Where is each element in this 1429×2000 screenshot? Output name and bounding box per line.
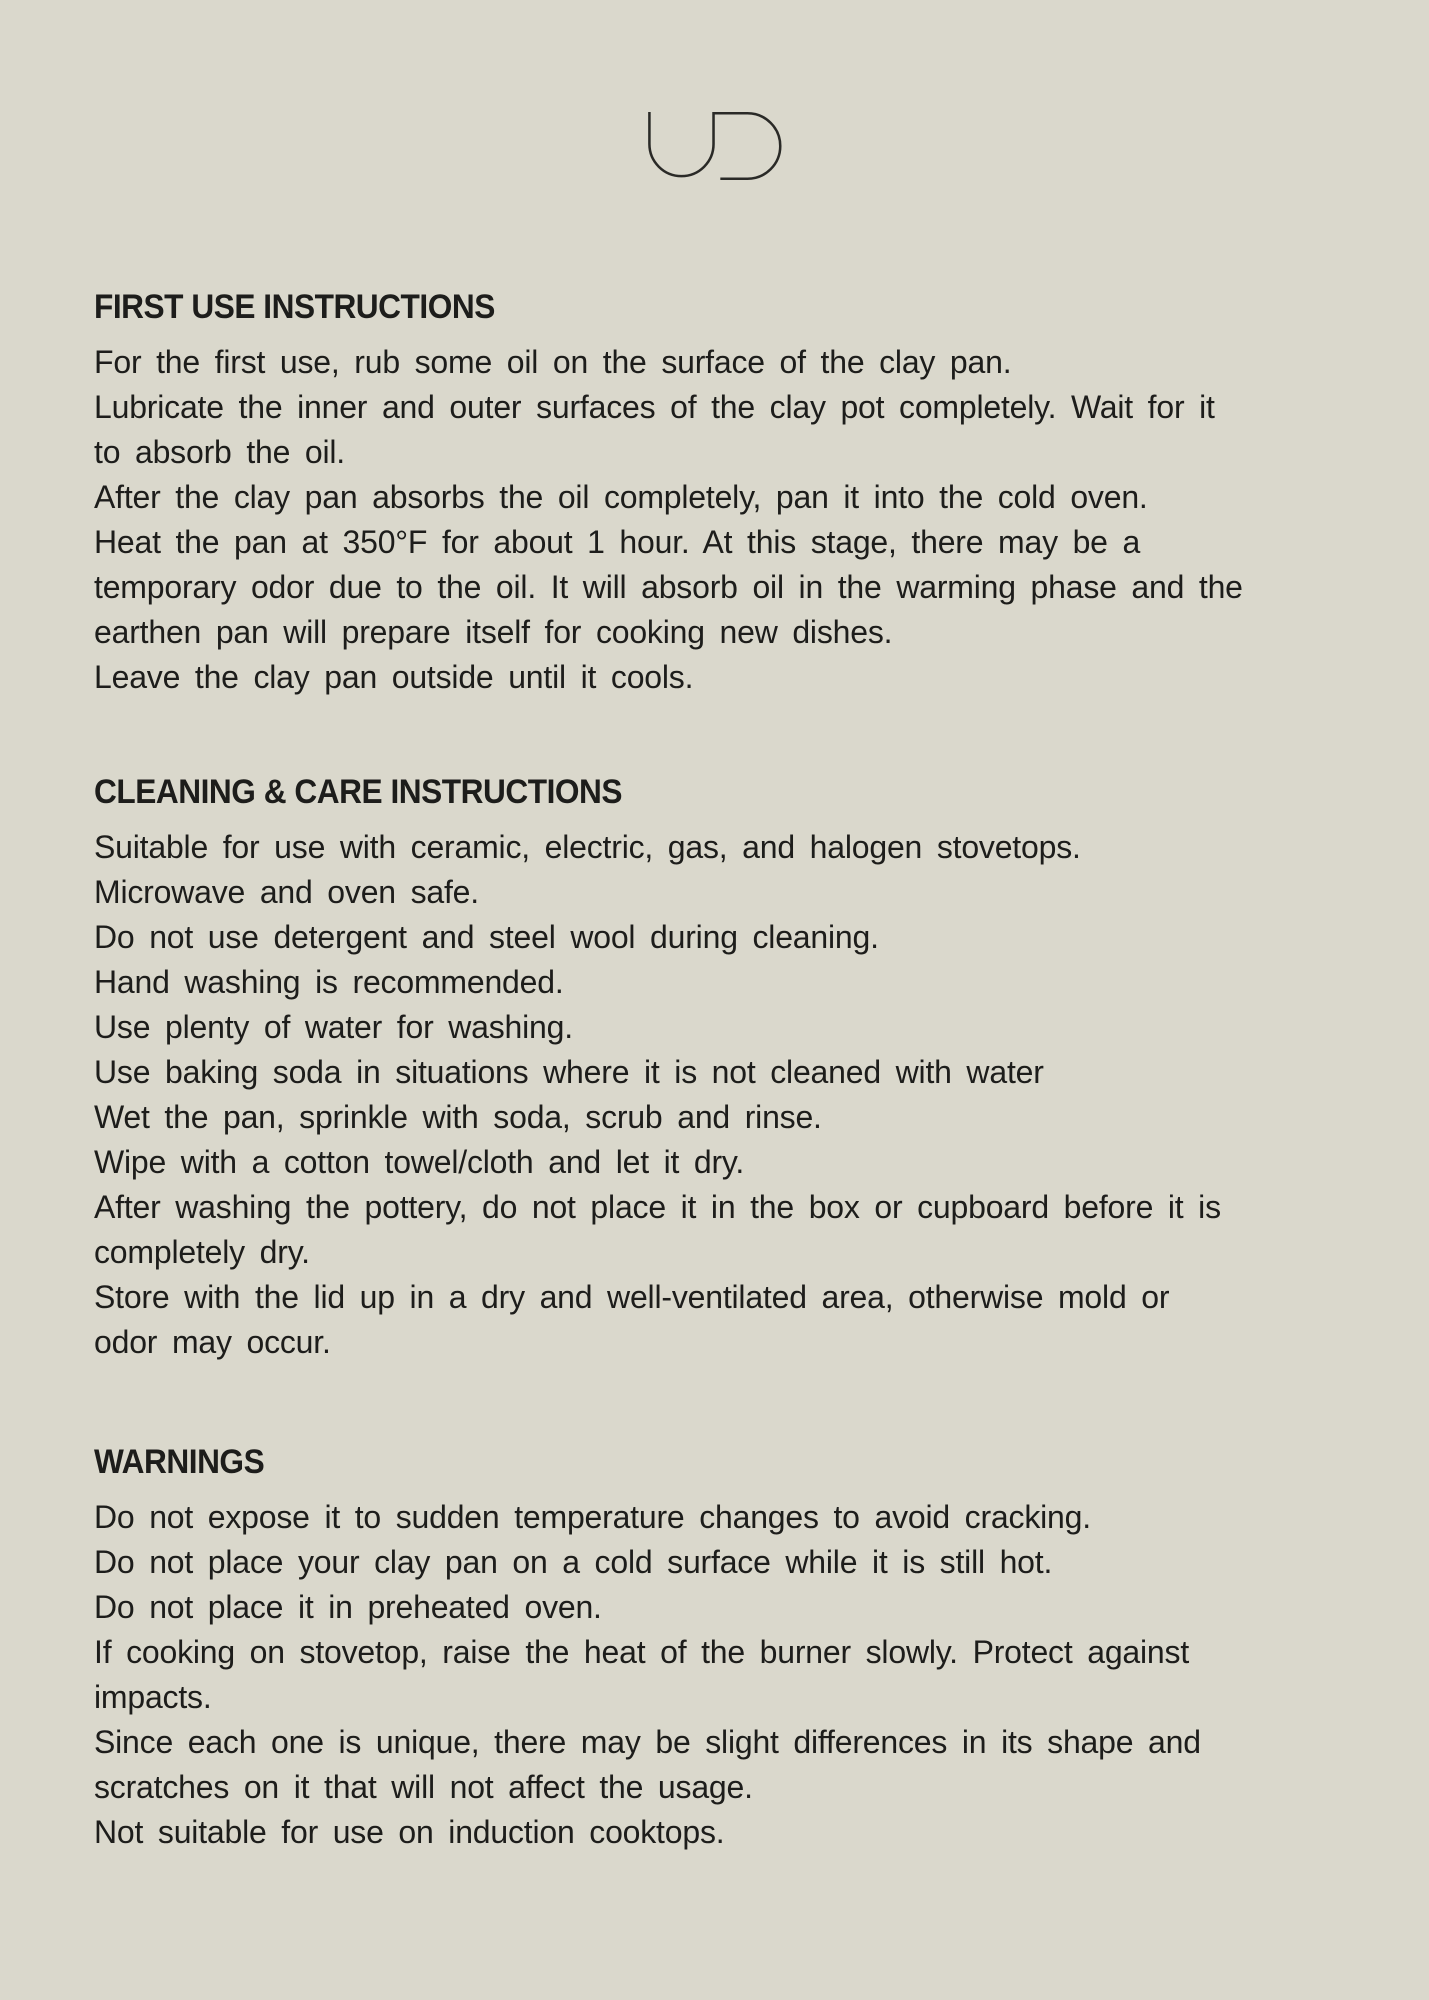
instruction-line: temporary odor due to the oil. It will absorb oil in the warming phase and the	[94, 569, 1243, 605]
warnings-heading: WARNINGS	[94, 1443, 265, 1481]
brand-logo	[646, 112, 783, 180]
instruction-line: Store with the lid up in a dry and well-ventilated area, otherwise mold or	[94, 1279, 1170, 1315]
instruction-line: Do not use detergent and steel wool during cleaning.	[94, 919, 879, 955]
instruction-line: Since each one is unique, there may be slight differences in its shape and	[94, 1724, 1201, 1760]
instruction-line: Do not expose it to sudden temperature changes to avoid cracking.	[94, 1499, 1091, 1535]
section-first-use	[94, 285, 1389, 700]
instruction-line: Heat the pan at 350°F for about 1 hour. At this stage, there may be a	[94, 524, 1141, 560]
warnings-lines	[94, 1495, 1389, 1855]
instruction-line: completely dry.	[94, 1234, 310, 1270]
instruction-line: If cooking on stovetop, raise the heat of the burner slowly. Protect against	[94, 1634, 1190, 1670]
instruction-line: Not suitable for use on induction cooktops.	[94, 1814, 725, 1850]
monogram-u-stroke	[649, 112, 713, 176]
ud-monogram-icon	[646, 112, 783, 180]
instruction-line: to absorb the oil.	[94, 434, 345, 470]
first-use-heading: FIRST USE INSTRUCTIONS	[94, 288, 495, 326]
instruction-line: impacts.	[94, 1679, 212, 1715]
instruction-line: Use baking soda in situations where it is not cleaned with water	[94, 1054, 1044, 1090]
instruction-line: Leave the clay pan outside until it cools.	[94, 659, 694, 695]
instruction-line: Hand washing is recommended.	[94, 964, 564, 1000]
instruction-line: Wipe with a cotton towel/cloth and let it dry.	[94, 1144, 745, 1180]
cleaning-care-lines	[94, 825, 1389, 1365]
cleaning-care-heading: CLEANING & CARE INSTRUCTIONS	[94, 773, 623, 811]
instruction-line: Use plenty of water for washing.	[94, 1009, 573, 1045]
section-warnings	[94, 1440, 1389, 1855]
instruction-line: After washing the pottery, do not place it in the box or cupboard before it is	[94, 1189, 1221, 1225]
instruction-line: Wet the pan, sprinkle with soda, scrub and rinse.	[94, 1099, 822, 1135]
instruction-line: After the clay pan absorbs the oil completely, pan it into the cold oven.	[94, 479, 1148, 515]
instruction-line: Do not place it in preheated oven.	[94, 1589, 602, 1625]
instruction-line: scratches on it that will not affect the usage.	[94, 1769, 753, 1805]
instruction-line: Suitable for use with ceramic, electric, gas, and halogen stovetops.	[94, 829, 1081, 865]
instructions-content	[0, 285, 1429, 1855]
instruction-line: Do not place your clay pan on a cold surface while it is still hot.	[94, 1544, 1053, 1580]
monogram-d-stroke	[714, 113, 781, 178]
section-cleaning-care	[94, 770, 1389, 1365]
instruction-line: For the first use, rub some oil on the surface of the clay pan.	[94, 344, 1012, 380]
instruction-line: Microwave and oven safe.	[94, 874, 479, 910]
first-use-lines	[94, 340, 1389, 700]
instruction-line: Lubricate the inner and outer surfaces of the clay pot completely. Wait for it	[94, 389, 1215, 425]
instruction-line: earthen pan will prepare itself for cooking new dishes.	[94, 614, 893, 650]
instruction-line: odor may occur.	[94, 1324, 331, 1360]
